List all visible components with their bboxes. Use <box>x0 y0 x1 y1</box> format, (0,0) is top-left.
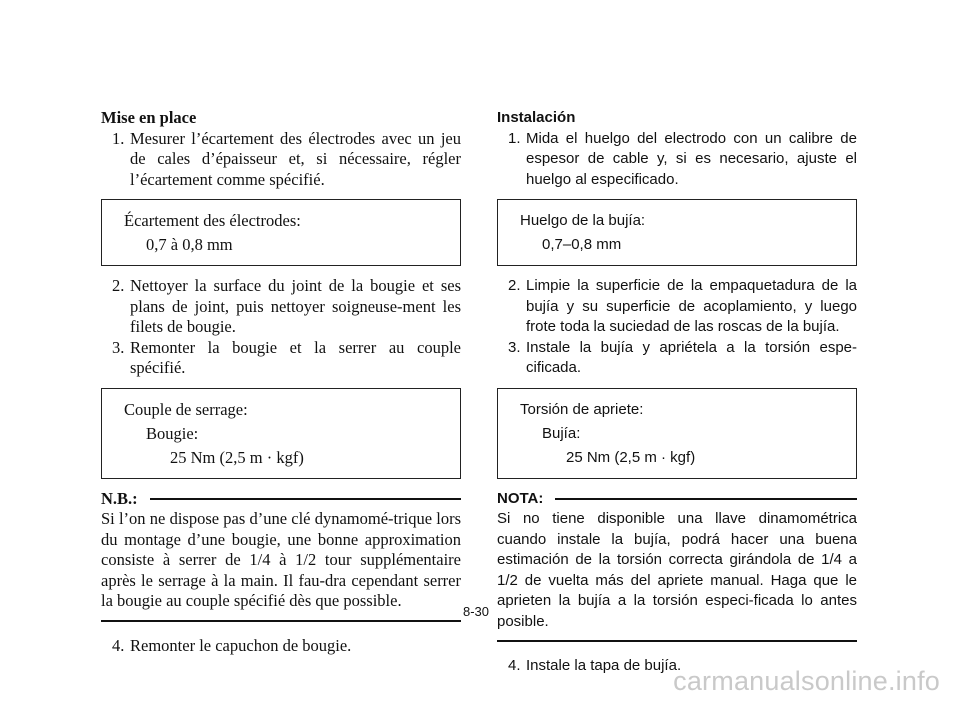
step-text: Instale la tapa de bujía. <box>526 657 682 674</box>
spec-value: 0,7 à 0,8 mm <box>146 235 233 254</box>
note-label: NOTA: <box>497 489 544 507</box>
torque-spec-box <box>497 388 857 479</box>
note-header <box>101 489 461 510</box>
note-rule <box>150 498 461 500</box>
spec-item: Bougie: <box>146 423 199 443</box>
spanish-column <box>497 108 857 677</box>
torque-spec-box <box>101 388 461 479</box>
step-2 <box>497 276 857 338</box>
note-header <box>497 489 857 510</box>
step-3 <box>497 338 857 379</box>
gap-spec-box <box>101 199 461 266</box>
note-text: Si l’on ne dispose pas d’une clé dynamomé-trique lors du montage d’une bougie, une bonne approximation consiste à serrer de 1/4 à 1/2 tour supplémentaire après le serrage à la main. Il fau-dra cependant serrer la bougie au couple spécifié dès que possible. <box>101 509 461 610</box>
note-end-rule <box>101 620 461 622</box>
gap-spec-box <box>497 199 857 266</box>
step-text: Remonter la bougie et la serrer au couple spécifié. <box>130 337 461 377</box>
step-number: 1. <box>112 128 125 148</box>
step-text: Remonter le capuchon de bougie. <box>130 635 352 655</box>
step-3 <box>101 338 461 379</box>
spec-label: Couple de serrage: <box>124 399 248 419</box>
step-text: Limpie la superficie de la empaquetadura de la bujía y su superficie de acoplamiento, y luego frote toda la suciedad de las roscas de la bujía. <box>526 277 857 335</box>
spec-label: Huelgo de la bujía: <box>520 212 646 229</box>
step-text: Mida el huelgo del electrodo con un calibre de espesor de cable y, si es necesario, ajuste el huelgo al especificado. <box>526 129 857 188</box>
step-number: 3. <box>112 337 125 357</box>
spec-value: 25 Nm (2,5 m · kgf) <box>566 448 696 466</box>
spec-value: 25 Nm (2,5 m · kgf) <box>170 447 304 467</box>
step-number: 4. <box>508 657 521 674</box>
spec-value: 0,7–0,8 mm <box>542 236 622 253</box>
step-4 <box>101 636 461 657</box>
step-2 <box>101 276 461 338</box>
step-1 <box>101 129 461 191</box>
page-number: 8-30 <box>463 604 490 619</box>
note-rule <box>555 498 857 500</box>
step-text: Nettoyer la surface du joint de la bougie et ses plans de joint, puis nettoyer soigneuse-ment les filets de bougie. <box>130 276 461 336</box>
note-label: N.B.: <box>101 488 138 508</box>
french-column <box>101 108 461 656</box>
spec-label: Torsión de apriete: <box>520 400 644 418</box>
step-1 <box>497 129 857 191</box>
spec-label: Écartement des électrodes: <box>124 211 301 230</box>
step-number: 1. <box>508 129 521 147</box>
note-end-rule <box>497 640 857 642</box>
step-number: 2. <box>508 277 521 294</box>
section-heading: Instalación <box>497 109 576 126</box>
step-number: 3. <box>508 338 521 356</box>
step-text: Mesurer l’écartement des électrodes avec un jeu de cales d’épaisseur et, si nécessaire, régler l’écartement comme spécifié. <box>130 128 461 189</box>
spec-item: Bujía: <box>542 424 581 442</box>
step-number: 4. <box>112 635 125 655</box>
watermark: carmanualsonline.info <box>673 666 940 696</box>
section-heading: Mise en place <box>101 108 197 127</box>
step-text: Instale la bujía y apriétela a la torsión espe-cificada. <box>526 338 857 376</box>
step-number: 2. <box>112 276 125 295</box>
note-text: Si no tiene disponible una llave dinamométrica cuando instale la bujía, podrá hacer una buena estimación de la torsión correcta girándola de 1/4 a 1/2 de vuelta más del apriete manual. Haga que le aprieten la bujía a la torsión especi-ficada lo antes posible. <box>497 510 857 630</box>
